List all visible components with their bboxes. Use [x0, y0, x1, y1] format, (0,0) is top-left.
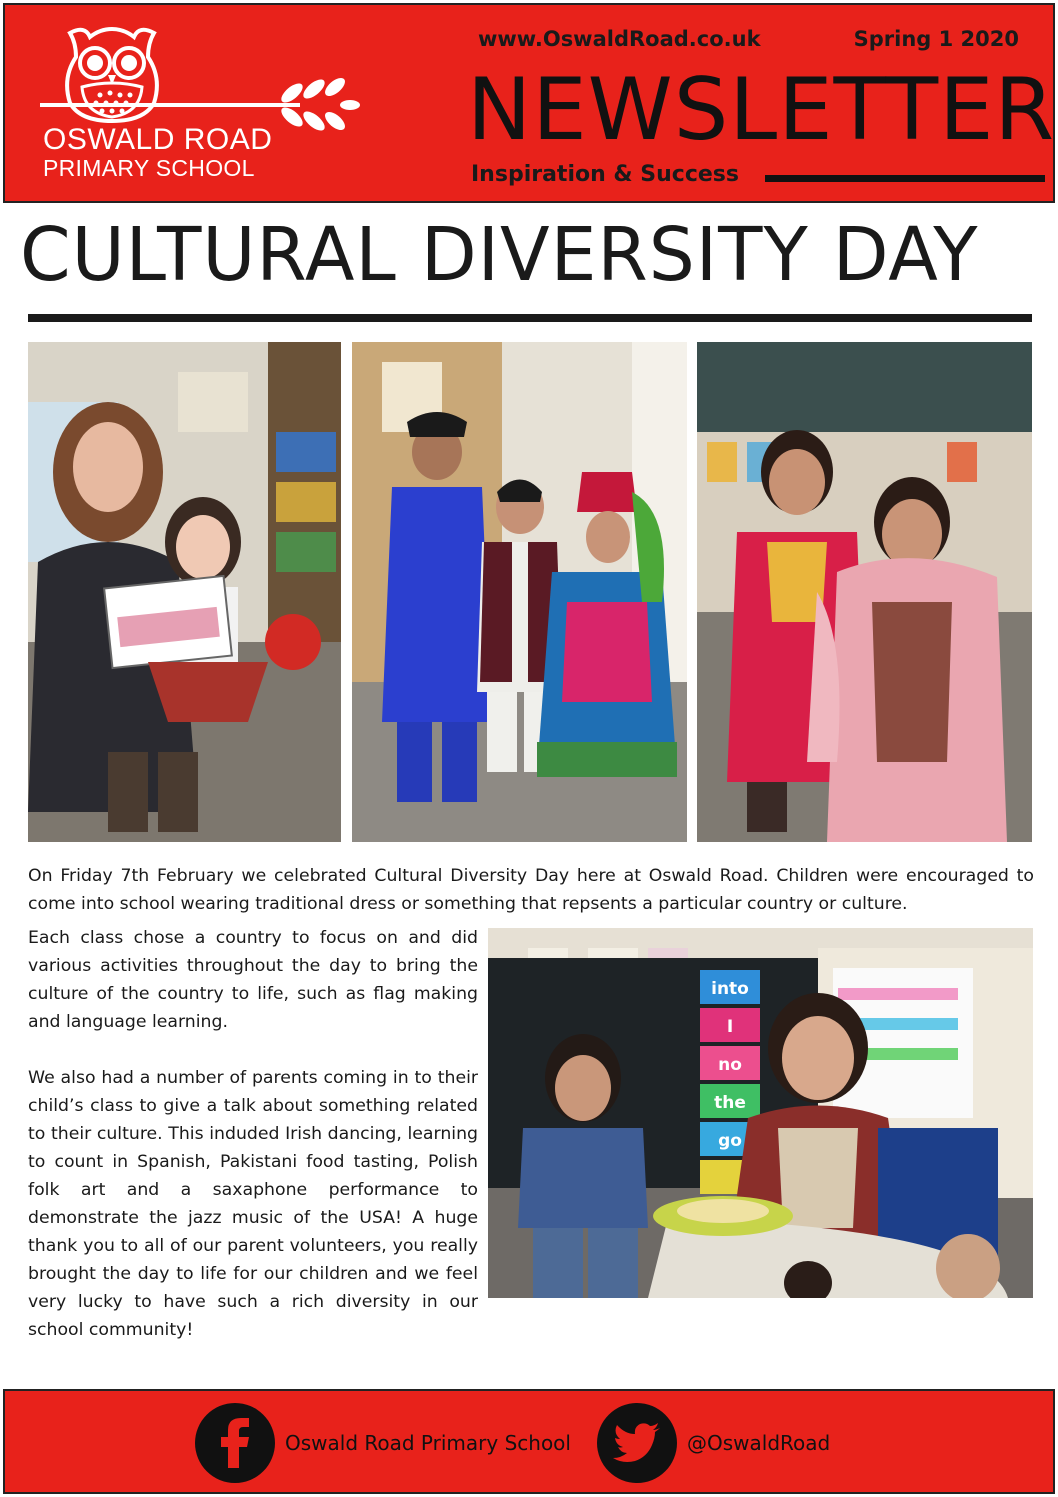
- newsletter-title: NEWSLETTER: [467, 60, 1056, 160]
- article-paragraph-1: Each class chose a country to focus on and did various activities throughout the day to bring the culture of the country to life, such as flag making and language learning.: [28, 928, 478, 1032]
- article-intro: On Friday 7th February we celebrated Cultural Diversity Day here at Oswald Road. Children were encouraged to come into school wearing traditional dress or something that repsents a particular country or culture.: [28, 866, 1034, 914]
- school-name: [43, 125, 272, 180]
- photo-three-children: [352, 342, 687, 842]
- word-card-2: I: [726, 1017, 734, 1037]
- article-paragraph-2: We also had a number of parents coming in to their child’s class to give a talk about something related to their culture. This induded Irish dancing, learning to count in Spanish, Pakistani food tasting, Polish folk art and a saxaphone performance to demonstrate the jazz music of the USA! A huge thank you to all of our parent volunteers, you really brought the day to life for our children and we feel very lucky to have such a rich diversity in our school community!: [28, 1068, 478, 1340]
- facebook-link[interactable]: [195, 1411, 571, 1475]
- article-body: [28, 924, 478, 1344]
- word-card-4: the: [714, 1093, 746, 1113]
- word-card-1: into: [711, 979, 749, 999]
- word-card-3: no: [718, 1055, 742, 1075]
- word-card-5: go: [718, 1131, 742, 1151]
- tagline-divider: [765, 175, 1045, 182]
- newsletter-header: [3, 3, 1055, 203]
- newsletter-footer: [3, 1389, 1055, 1494]
- photo-two-girls: [697, 342, 1032, 842]
- twitter-label: @OswaldRoad: [687, 1431, 831, 1455]
- facebook-label: Oswald Road Primary School: [285, 1431, 571, 1455]
- issue-label: Spring 1 2020: [853, 27, 1019, 51]
- article-title: CULTURAL DIVERSITY DAY: [20, 212, 979, 298]
- school-name-line2: PRIMARY SCHOOL: [43, 155, 255, 181]
- photo-parent-with-child: [28, 342, 341, 842]
- twitter-link[interactable]: [597, 1411, 830, 1475]
- title-divider: [28, 314, 1032, 322]
- facebook-icon: [195, 1403, 275, 1483]
- school-name-line1: OSWALD ROAD: [43, 123, 273, 156]
- tagline: Inspiration & Success: [471, 162, 739, 187]
- photo-parent-food-tasting: [488, 928, 1033, 1298]
- website-url[interactable]: www.OswaldRoad.co.uk: [478, 27, 761, 51]
- twitter-icon: [597, 1403, 677, 1483]
